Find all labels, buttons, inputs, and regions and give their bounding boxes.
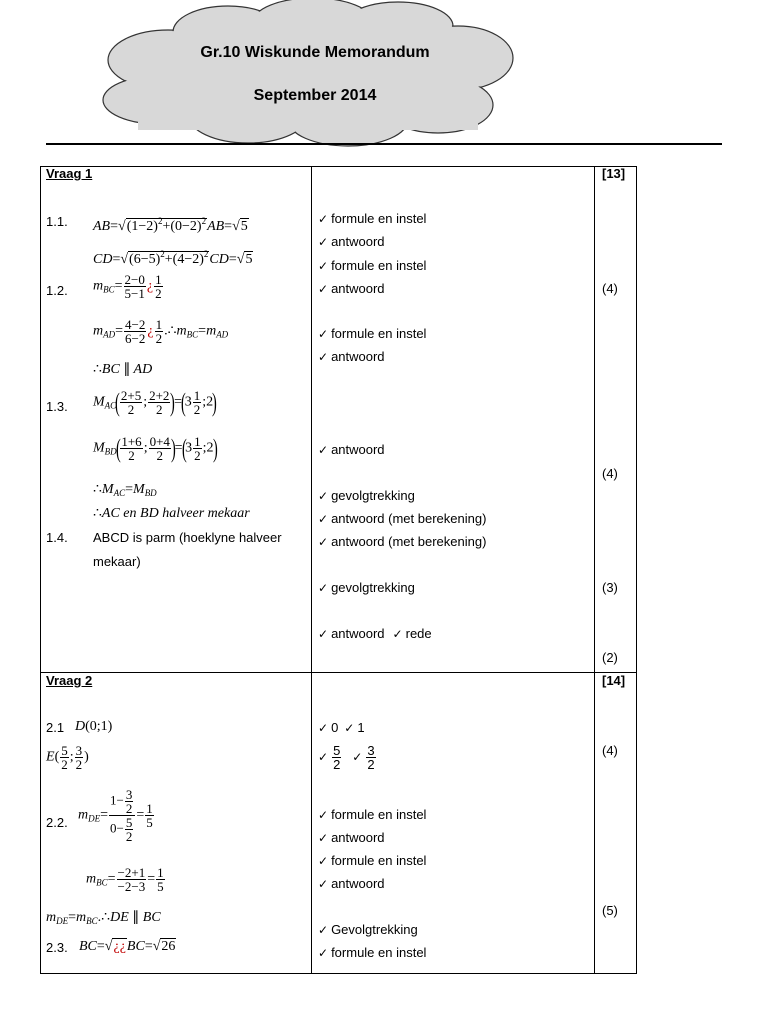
check-mark-icon: ✓ (318, 535, 329, 549)
mark-item: ✓ antwoord (met berekening) (318, 511, 487, 526)
check-mark-icon: ✓ (318, 831, 329, 845)
math-point-d: D(0;1) (75, 719, 113, 734)
math-bc-parallel-ad: ∴BC ∥ AD (93, 362, 153, 377)
mark-item: ✓ formule en instel (318, 945, 427, 960)
check-mark-icon: ✓ (318, 946, 329, 960)
item-number: 1.1. (46, 214, 68, 229)
check-mark-icon: ✓ (318, 627, 329, 641)
item-number: 2.2. (46, 815, 68, 830)
question-2-total: [14] (602, 673, 626, 688)
math-gradient-bc2: $m_{BC}=$ $\frac{-2+1}{-2-3}$ = $\frac{1}{5}$ (86, 865, 164, 894)
check-mark-icon: ✓ (318, 808, 329, 822)
math-midpoint-bd: $M_{BD}$( $\frac{1+6}{2}$ ; $\frac{0+4}{2}$ )=(3 $\frac{1}{2}$ ;2) (93, 433, 218, 463)
math-gradient-de: $m_{DE}=$ 1− $\frac{3}{2}$ 0− $\frac{5}{2}$ = $\frac{1}{5}$ (78, 787, 153, 844)
answer-text: ABCD is parm (hoeklyne halveer (93, 530, 282, 545)
math-bc-distance: BC=√¿¿BC=√26 (79, 939, 176, 954)
check-mark-icon: ✓ (318, 512, 329, 526)
check-mark-icon: ✓ (318, 854, 329, 868)
mark-item: ✓ formule en instel (318, 807, 427, 822)
question-1-total: [13] (602, 166, 626, 181)
column-divider (311, 166, 312, 973)
score: (4) (602, 743, 618, 758)
check-mark-icon: ✓ (318, 235, 329, 249)
math-cd-distance: $CD=√(6-5)^2+(4-2)^2CD=√5$ (93, 249, 253, 267)
score: (5) (602, 903, 618, 918)
item-number: 2.1 (46, 720, 65, 735)
mark-item: ✓ formule en instel (318, 853, 427, 868)
item-number: 1.3. (46, 399, 68, 414)
mark-item: ✓ Gevolgtrekking (318, 922, 418, 937)
check-mark-icon: ✓ (318, 877, 329, 891)
check-mark-icon: ✓ (352, 749, 363, 764)
mark-item: ✓ gevolgtrekking (318, 580, 415, 595)
check-mark-icon: ✓ (318, 327, 329, 341)
mark-item: ✓ antwoord (318, 234, 385, 249)
question-2-heading: Vraag 2 (46, 673, 93, 688)
document-subtitle: September 2014 (253, 87, 377, 104)
answer-text: mekaar) (93, 554, 141, 569)
math-ab-distance: $AB=√(1-2)^2+(0-2)^2AB=√5$ (93, 216, 248, 234)
check-mark-icon: ✓ (318, 923, 329, 937)
check-mark-icon: ✓ (344, 721, 355, 735)
mark-item: ✓ antwoord (318, 830, 385, 845)
item-number: 1.4. (46, 530, 68, 545)
score: (4) (602, 466, 618, 481)
question-1-heading: Vraag 1 (46, 166, 93, 181)
math-gradient-bc: $m_{BC}=$ $\frac{2-0}{5-1}$ ¿ $\frac{1}{2}$ (93, 272, 162, 301)
header-rule (46, 143, 722, 145)
mark-item: ✓ formule en instel (318, 211, 427, 226)
check-mark-icon: ✓ (318, 282, 329, 296)
item-number: 2.3. (46, 940, 68, 955)
cloud-shape (78, 0, 518, 150)
score: (4) (602, 281, 618, 296)
math-gradient-ad: $m_{AD}=$ $\frac{4-2}{6-2}$ ¿ $\frac{1}{2}$ $.\therefore m_{BC}=m_{AD}$ (93, 317, 229, 346)
check-mark-icon: ✓ (318, 350, 329, 364)
document-title: Gr.10 Wiskunde Memorandum (200, 44, 430, 61)
check-mark-icon: ✓ (318, 259, 329, 273)
item-number: 1.2. (46, 283, 68, 298)
mark-item: ✓ antwoord (318, 281, 385, 296)
mark-item: ✓ 0 ✓ 1 (318, 720, 365, 735)
check-mark-icon: ✓ (318, 489, 329, 503)
math-midpoints-equal: $\therefore M_{AC}=M_{BD}$ (93, 482, 157, 498)
mark-item: ✓ formule en instel (318, 258, 427, 273)
score: (3) (602, 580, 618, 595)
math-de-parallel-bc: $m_{DE}=m_{BC}.\therefore DE$ ∥ BC (46, 910, 161, 926)
math-diagonals-bisect: ∴AC en BD halveer mekaar (93, 506, 250, 521)
mark-item: ✓ $\frac{5}{2}$ ✓ $\frac{3}{2}$ (318, 743, 375, 772)
row-divider (40, 672, 636, 673)
mark-item: ✓ gevolgtrekking (318, 488, 415, 503)
check-mark-icon: ✓ (392, 627, 403, 641)
check-mark-icon: ✓ (318, 721, 329, 735)
check-mark-icon: ✓ (318, 581, 329, 595)
mark-item: ✓ antwoord (318, 876, 385, 891)
mark-item: ✓ formule en instel (318, 326, 427, 341)
check-mark-icon: ✓ (318, 212, 329, 226)
score: (2) (602, 650, 618, 665)
math-midpoint-ac: $M_{AC}$( $\frac{2+5}{2}$ ; $\frac{2+2}{2}$ )=(3 $\frac{1}{2}$ ;2) (93, 387, 217, 417)
check-mark-icon: ✓ (318, 443, 329, 457)
mark-item: ✓ antwoord (318, 349, 385, 364)
mark-item: ✓ antwoord ✓ rede (318, 626, 432, 641)
math-point-e: E( $\frac{5}{2}$ ; $\frac{3}{2}$ ) (46, 743, 89, 772)
mark-item: ✓ antwoord (met berekening) (318, 534, 487, 549)
mark-item: ✓ antwoord (318, 442, 385, 457)
check-mark-icon: ✓ (318, 749, 329, 764)
column-divider (594, 166, 595, 973)
